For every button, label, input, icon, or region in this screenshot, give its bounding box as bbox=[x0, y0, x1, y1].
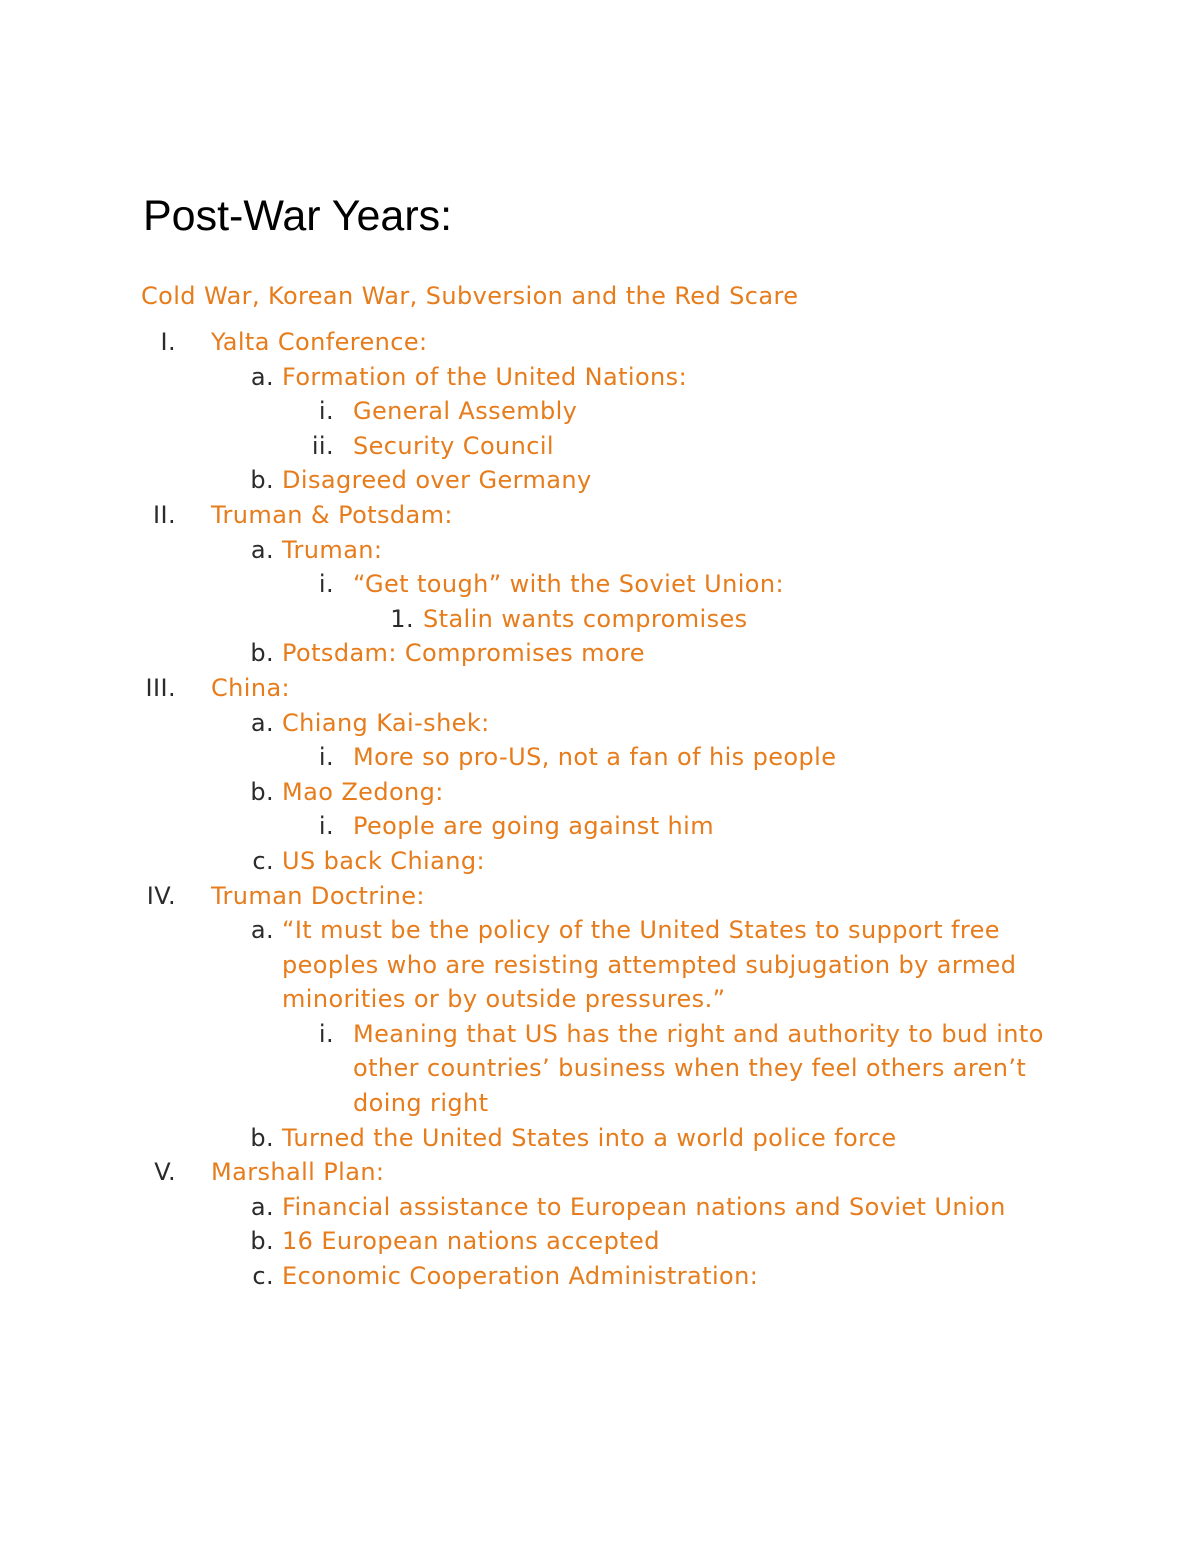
outline-marker: IV. bbox=[146, 881, 176, 910]
outline-marker: a. bbox=[250, 362, 274, 391]
outline-item bbox=[0, 360, 1200, 395]
outline-text: Security Council bbox=[353, 431, 554, 460]
outline-text: Chiang Kai-shek: bbox=[282, 708, 490, 737]
outline-text: Meaning that US has the right and authority to bud into other countries’ business when they feel others aren’t doing right bbox=[353, 1019, 1044, 1118]
outline-item bbox=[0, 913, 1200, 1017]
outline-item bbox=[0, 706, 1200, 741]
outline-marker: b. bbox=[250, 639, 274, 668]
outline-item bbox=[0, 1155, 1200, 1190]
outline-text: Marshall Plan: bbox=[211, 1158, 385, 1187]
outline-marker: 1. bbox=[390, 604, 414, 633]
outline-item bbox=[0, 1259, 1200, 1294]
outline-item bbox=[0, 775, 1200, 810]
outline-text: Truman: bbox=[282, 535, 383, 564]
outline-marker: c. bbox=[252, 1262, 274, 1291]
outline-text: “Get tough” with the Soviet Union: bbox=[353, 570, 784, 599]
outline-marker: i. bbox=[318, 812, 334, 841]
outline-text: Stalin wants compromises bbox=[423, 604, 748, 633]
outline-marker: II. bbox=[153, 500, 176, 529]
outline-marker: b. bbox=[250, 466, 274, 495]
outline-text: More so pro-US, not a fan of his people bbox=[353, 743, 837, 772]
outline-item bbox=[0, 809, 1200, 844]
outline-item bbox=[0, 1224, 1200, 1259]
outline-marker: I. bbox=[160, 328, 176, 356]
outline-marker: ii. bbox=[311, 431, 334, 460]
outline-text: Mao Zedong: bbox=[282, 777, 444, 806]
outline-item bbox=[0, 671, 1200, 706]
outline-marker: a. bbox=[250, 708, 274, 737]
outline-item bbox=[0, 1190, 1200, 1225]
outline-text: 16 European nations accepted bbox=[282, 1227, 660, 1256]
outline-marker: V. bbox=[154, 1158, 176, 1187]
outline-text: Turned the United States into a world police force bbox=[282, 1123, 897, 1152]
outline-text: Disagreed over Germany bbox=[282, 466, 592, 495]
outline-marker: b. bbox=[250, 777, 274, 806]
outline-text: Financial assistance to European nations and Soviet Union bbox=[282, 1192, 1006, 1221]
outline-marker: a. bbox=[250, 1192, 274, 1221]
outline-text: US back Chiang: bbox=[282, 846, 485, 875]
outline-text: Truman & Potsdam: bbox=[211, 500, 453, 529]
outline-list bbox=[0, 325, 1200, 1294]
outline-item bbox=[0, 879, 1200, 914]
outline-item bbox=[0, 463, 1200, 498]
outline-text: Potsdam: Compromises more bbox=[282, 639, 645, 668]
outline-marker: i. bbox=[318, 397, 334, 426]
outline-item bbox=[0, 533, 1200, 568]
outline-marker: b. bbox=[250, 1227, 274, 1256]
outline-item bbox=[0, 602, 1200, 637]
outline-text: Formation of the United Nations: bbox=[282, 362, 688, 391]
outline-marker: III. bbox=[145, 673, 176, 702]
outline-marker: i. bbox=[318, 743, 334, 772]
outline-item bbox=[0, 1121, 1200, 1156]
outline-text: Yalta Conference: bbox=[211, 328, 428, 356]
outline-text: Truman Doctrine: bbox=[211, 881, 425, 910]
outline-item bbox=[0, 429, 1200, 464]
outline-item bbox=[0, 636, 1200, 671]
outline-marker: i. bbox=[318, 1019, 334, 1048]
outline-item bbox=[0, 394, 1200, 429]
outline-marker: a. bbox=[250, 916, 274, 945]
section-subtitle: Cold War, Korean War, Subversion and the Red Scare bbox=[141, 282, 799, 310]
outline-item bbox=[0, 325, 1200, 360]
outline-text: People are going against him bbox=[353, 812, 714, 841]
outline-item bbox=[0, 740, 1200, 775]
outline-item bbox=[0, 1017, 1200, 1121]
outline-marker: i. bbox=[318, 570, 334, 599]
outline-marker: a. bbox=[250, 535, 274, 564]
outline-item bbox=[0, 567, 1200, 602]
outline-item bbox=[0, 844, 1200, 879]
outline-marker: b. bbox=[250, 1123, 274, 1152]
outline-item bbox=[0, 498, 1200, 533]
outline-text: China: bbox=[211, 673, 291, 702]
page-title: Post-War Years: bbox=[143, 192, 453, 240]
outline-text: Economic Cooperation Administration: bbox=[282, 1262, 759, 1291]
outline-text: General Assembly bbox=[353, 397, 578, 426]
outline-marker: c. bbox=[252, 846, 274, 875]
outline-text: “It must be the policy of the United States to support free peoples who are resisting attempted subjugation by armed minorities or by outside pressures.” bbox=[282, 916, 1017, 1014]
